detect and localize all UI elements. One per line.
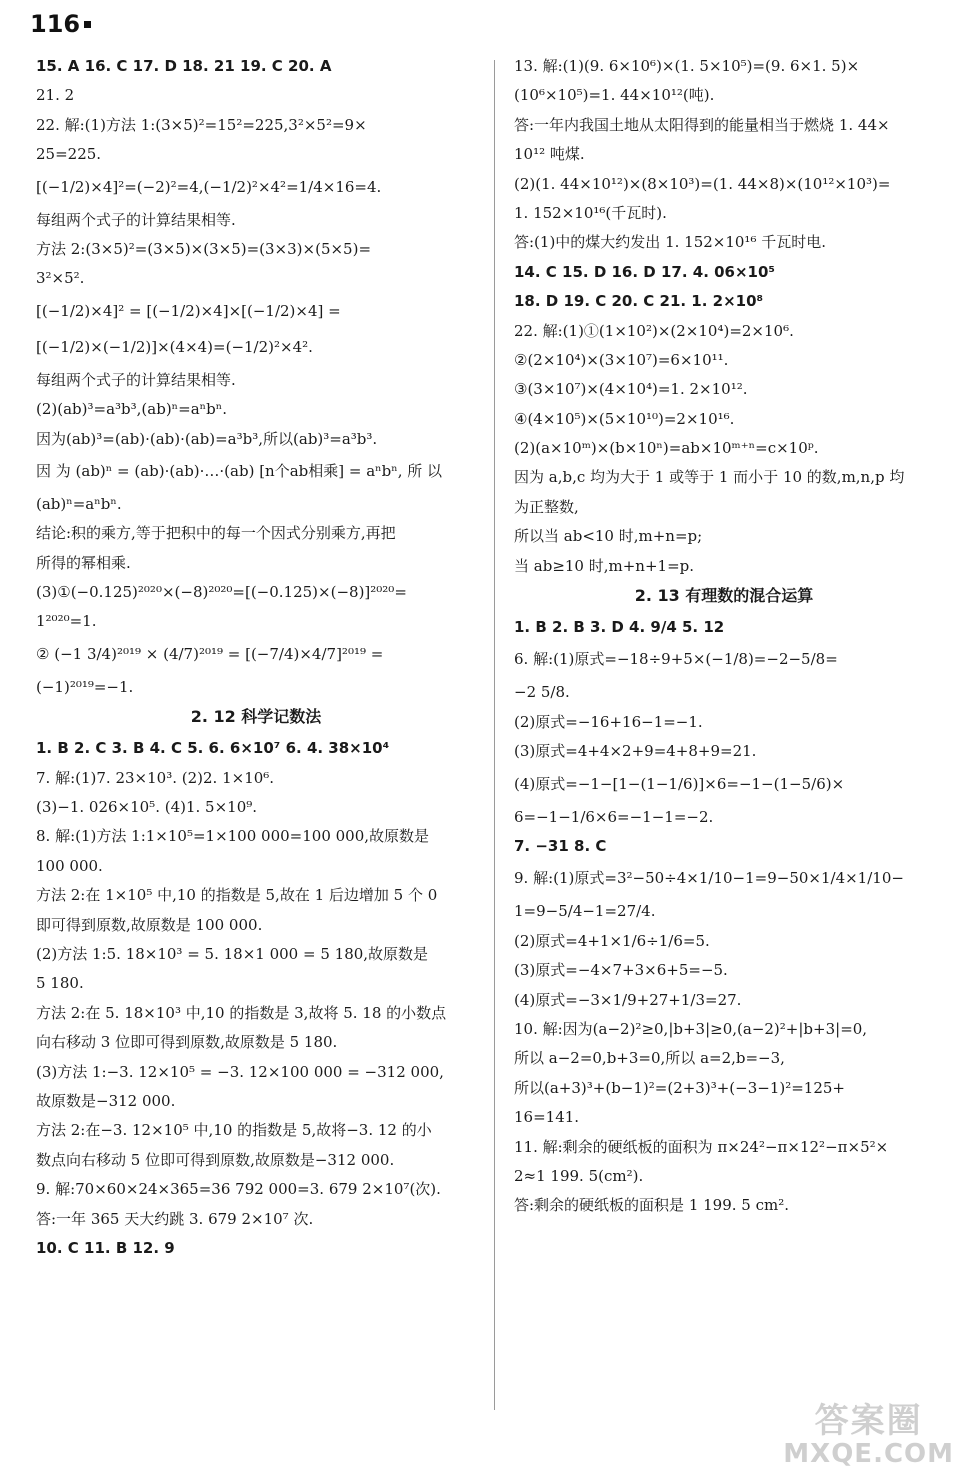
text-line: 当 ab≥10 时,m+n+1=p. <box>514 556 695 575</box>
text-line: (2)(1. 44×10¹²)×(8×10³)=(1. 44×8)×(10¹²×10³)= <box>514 174 891 193</box>
text-line: 3²×5². <box>36 269 85 288</box>
text-line: 数点向右移动 5 位即可得到原数,故原数是−312 000. <box>36 1150 395 1169</box>
text-line: 25=225. <box>36 145 102 164</box>
right-column <box>514 56 934 1225</box>
text-line: (3)原式=−4×7+3×6+5=−5. <box>514 961 728 980</box>
text-line: 6. 解:(1)原式=−18÷9+5×(−1/8)=−2−5/8= <box>514 650 838 669</box>
text-line: (2)方法 1:5. 18×10³ = 5. 18×1 000 = 5 180,故原数是 <box>36 944 429 963</box>
text-line: 结论:积的乘方,等于把积中的每一个因式分别乘方,再把 <box>36 524 396 543</box>
text-line: 16=141. <box>514 1108 580 1127</box>
page-number: 116 <box>30 10 91 38</box>
text-line: 答:一年 365 天大约跳 3. 679 2×10⁷ 次. <box>36 1209 314 1228</box>
text-line: 6=−1−1/6×6=−1−1=−2. <box>514 807 714 826</box>
text-line: 10¹² 吨煤. <box>514 145 585 164</box>
text-line: (3)①(−0.125)²⁰²⁰×(−8)²⁰²⁰=[(−0.125)×(−8)]²⁰²⁰= <box>36 583 407 602</box>
text-line: (10⁶×10⁵)=1. 44×10¹²(吨). <box>514 86 715 105</box>
text-line: 8. 解:(1)方法 1:1×10⁵=1×100 000=100 000,故原数是 <box>36 827 430 846</box>
text-line: 每组两个式子的计算结果相等. <box>36 210 236 229</box>
text-line: 方法 2:在 1×10⁵ 中,10 的指数是 5,故在 1 后边增加 5 个 0 <box>36 886 438 905</box>
text-line: 15. A 16. C 17. D 18. 21 19. C 20. A <box>36 57 332 75</box>
text-line: (2)原式=−16+16−1=−1. <box>514 712 703 731</box>
text-line: 即可得到原数,故原数是 100 000. <box>36 915 263 934</box>
text-line: (4)原式=−3×1/9+27+1/3=27. <box>514 990 742 1009</box>
text-line: 22. 解:(1)①(1×10²)×(2×10⁴)=2×10⁶. <box>514 321 794 340</box>
watermark-logo: 答案圈 MXQE.COM <box>783 1401 954 1469</box>
text-line: 1. B 2. C 3. B 4. C 5. 6. 6×10⁷ 6. 4. 38×10⁴ <box>36 739 390 758</box>
text-line: 答:(1)中的煤大约发出 1. 152×10¹⁶ 千瓦时电. <box>514 233 826 252</box>
text-line: 7. −31 8. C <box>514 836 607 855</box>
text-line: (4)原式=−1−[1−(1−1/6)]×6=−1−(1−5/6)× <box>514 774 845 793</box>
text-line: 22. 解:(1)方法 1:(3×5)²=15²=225,3²×5²=9× <box>36 115 367 134</box>
text-line: 1=9−5/4−1=27/4. <box>514 902 656 921</box>
text-line: 7. 解:(1)7. 23×10³. (2)2. 1×10⁶. <box>36 768 275 787</box>
text-line: (2)原式=4+1×1/6÷1/6=5. <box>514 931 710 950</box>
text-line: 9. 解:70×60×24×365=36 792 000=3. 679 2×10⁷(次). <box>36 1180 441 1199</box>
text-line: 11. 解:剩余的硬纸板的面积为 π×24²−π×12²−π×5²× <box>514 1137 889 1156</box>
left-column <box>36 56 476 1267</box>
text-line: (3)−1. 026×10⁵. (4)1. 5×10⁹. <box>36 798 258 817</box>
text-line: ③(3×10⁷)×(4×10⁴)=1. 2×10¹². <box>514 380 748 399</box>
text-line: 所以 a−2=0,b+3=0,所以 a=2,b=−3, <box>514 1049 785 1068</box>
text-line: 5 180. <box>36 974 84 993</box>
text-line: 21. 2 <box>36 86 75 105</box>
text-line: 所以当 ab<10 时,m+n=p; <box>514 527 703 546</box>
text-line: 10. C 11. B 12. 9 <box>36 1238 175 1257</box>
text-line: 所得的幂相乘. <box>36 553 131 572</box>
text-line: 13. 解:(1)(9. 6×10⁶)×(1. 5×10⁵)=(9. 6×1. 5)× <box>514 57 860 75</box>
text-line: 因为(ab)³=(ab)·(ab)·(ab)=a³b³,所以(ab)³=a³b³. <box>36 429 378 448</box>
text-line: 向右移动 3 位即可得到原数,故原数是 5 180. <box>36 1033 338 1052</box>
text-line: 方法 2:在 5. 18×10³ 中,10 的指数是 3,故将 5. 18 的小数点 <box>36 1003 447 1022</box>
text-line: 方法 2:(3×5)²=(3×5)×(3×5)=(3×3)×(5×5)= <box>36 239 372 258</box>
text-line: [(−1/2)×4]² = [(−1/2)×4]×[(−1/2)×4] = <box>36 301 341 320</box>
text-line: (ab)ⁿ=aⁿbⁿ. <box>36 494 122 513</box>
text-line: 因为 a,b,c 均为大于 1 或等于 1 而小于 10 的数,m,n,p 均 <box>514 468 905 487</box>
text-line: 所以(a+3)³+(b−1)²=(2+3)³+(−3−1)²=125+ <box>514 1078 845 1097</box>
text-line: 故原数是−312 000. <box>36 1091 176 1110</box>
text-line: 2≈1 199. 5(cm²). <box>514 1166 644 1185</box>
text-line: 为正整数, <box>514 497 579 516</box>
text-line: 9. 解:(1)原式=3²−50÷4×1/10−1=9−50×1/4×1/10− <box>514 869 904 888</box>
text-line: ② (−1 3/4)²⁰¹⁹ × (4/7)²⁰¹⁹ = [(−7/4)×4/7]²⁰¹⁹ = <box>36 644 384 663</box>
text-line: 因 为 (ab)ⁿ = (ab)·(ab)·…·(ab) [n个ab相乘] = aⁿbⁿ, 所 以 <box>36 461 443 480</box>
text-line: 每组两个式子的计算结果相等. <box>36 370 236 389</box>
text-line: −2 5/8. <box>514 683 570 702</box>
column-divider <box>494 60 495 1410</box>
text-line: 1²⁰²⁰=1. <box>36 612 97 631</box>
text-line: ④(4×10⁵)×(5×10¹⁰)=2×10¹⁶. <box>514 409 735 428</box>
text-line: [(−1/2)×(−1/2)]×(4×4)=(−1/2)²×4². <box>36 337 313 356</box>
text-line: 1. 152×10¹⁶(千瓦时). <box>514 203 667 222</box>
text-line: 1. B 2. B 3. D 4. 9/4 5. 12 <box>514 618 725 637</box>
section-title: 2. 12 科学记数法 <box>190 707 322 727</box>
text-line: (3)方法 1:−3. 12×10⁵ = −3. 12×100 000 = −312 000, <box>36 1062 444 1081</box>
text-line: 方法 2:在−3. 12×10⁵ 中,10 的指数是 5,故将−3. 12 的小 <box>36 1121 432 1140</box>
text-line: (2)(a×10ᵐ)×(b×10ⁿ)=ab×10ᵐ⁺ⁿ=c×10ᵖ. <box>514 439 819 458</box>
text-line: (−1)²⁰¹⁹=−1. <box>36 677 134 696</box>
text-line: (2)(ab)³=a³b³,(ab)ⁿ=aⁿbⁿ. <box>36 400 228 419</box>
text-line: 答:剩余的硬纸板的面积是 1 199. 5 cm². <box>514 1196 790 1215</box>
text-line: 10. 解:因为(a−2)²≥0,|b+3|≥0,(a−2)²+|b+3|=0, <box>514 1019 868 1038</box>
text-line: [(−1/2)×4]²=(−2)²=4,(−1/2)²×4²=1/4×16=4. <box>36 177 382 196</box>
section-title: 2. 13 有理数的混合运算 <box>634 586 814 606</box>
text-line: (3)原式=4+4×2+9=4+8+9=21. <box>514 742 757 761</box>
text-line: 14. C 15. D 16. D 17. 4. 06×10⁵ <box>514 262 775 281</box>
text-line: ②(2×10⁴)×(3×10⁷)=6×10¹¹. <box>514 350 729 369</box>
text-line: 答:一年内我国土地从太阳得到的能量相当于燃烧 1. 44× <box>514 115 890 134</box>
text-line: 100 000. <box>36 856 103 875</box>
text-line: 18. D 19. C 20. C 21. 1. 2×10⁸ <box>514 292 764 311</box>
